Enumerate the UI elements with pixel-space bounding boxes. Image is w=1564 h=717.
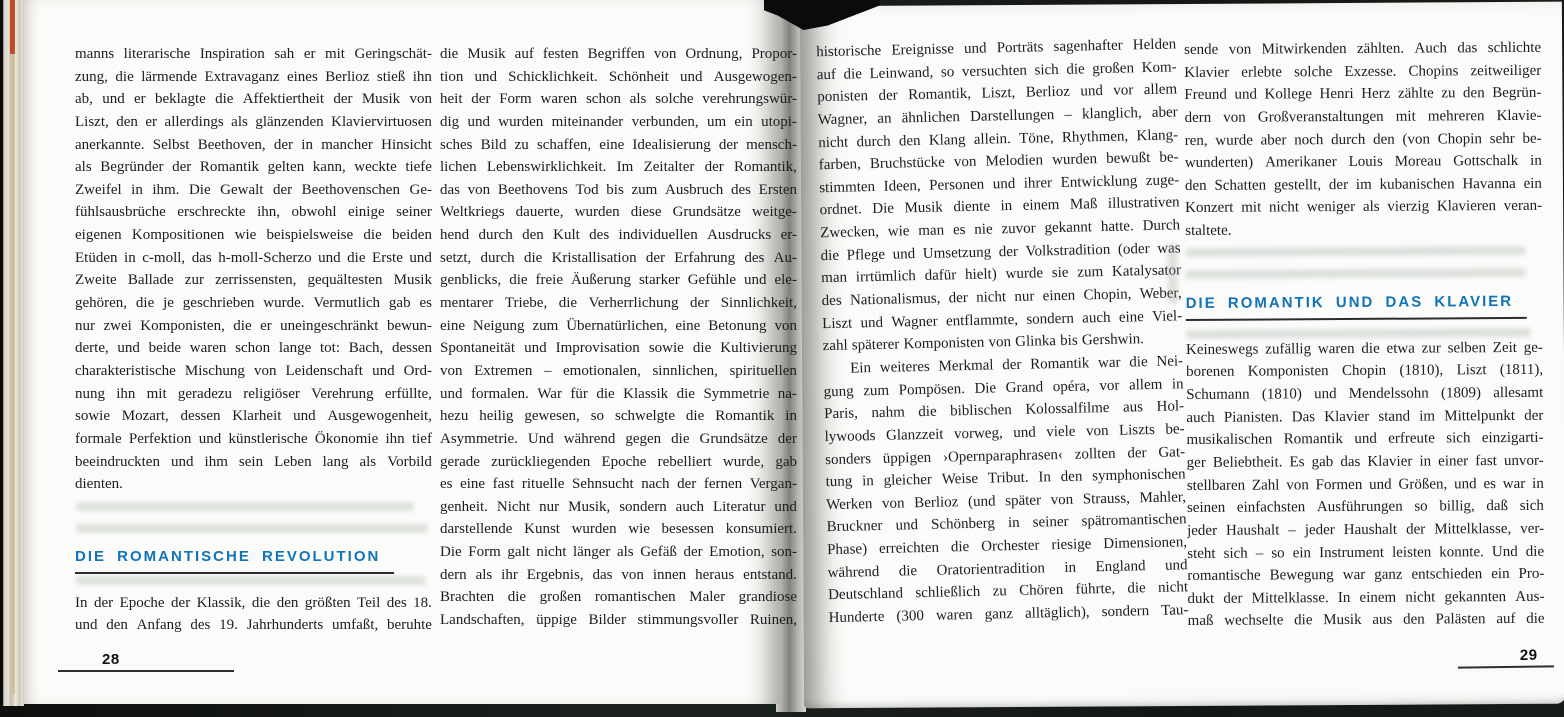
text-line: nung ihn mit geradezu religiöser Verehrung erfüllte, — [75, 385, 432, 402]
text-line: als Begründer der Romantik gelten kann, weckte tiefe — [75, 159, 432, 176]
text-line: Schumann (1810) und Mendelssohn (1809) allesamt — [1186, 384, 1544, 404]
text-line: lichen Lebenswirklichkeit. Im Zeitalter der Romantik, — [440, 159, 797, 176]
text-line: Zwecken, wie man es nie zuvor gekannt hatte. Durch — [820, 217, 1181, 242]
text-line: dern von Großveranstaltungen mit mehreren Klavie- — [1184, 107, 1542, 126]
text-line: ordnet. Die Musik diente in einem Maß illustrativen — [819, 194, 1180, 219]
text-column-3 — [816, 36, 1189, 632]
text-line: eine Neigung zum Übernatürlichen, eine Betonung von — [440, 317, 797, 334]
text-line: hezu heilig gewesen, so schwelgte die Romantik in — [440, 408, 797, 425]
text-line: sende von Mitwirkenden zählten. Auch das schlichte — [1184, 39, 1542, 58]
text-line: fühlsausbrüche erschreckte ihn, obwohl einige seiner — [75, 204, 432, 221]
section-heading: DIE ROMANTISCHE REVOLUTION — [75, 547, 394, 574]
text-line: gehören, die je geschrieben wurde. Vermutlich gab es — [75, 295, 432, 312]
fore-edge-tan-stripe — [10, 54, 15, 694]
text-line: steht sich – so ein Instrument leisten konnte. Und die — [1187, 543, 1545, 562]
text-line: dukt der Mittelklasse. In einem nicht gekannten Aus- — [1187, 588, 1545, 607]
text-line: darstellende Kunst wurden wie besessen konsumiert. — [440, 521, 797, 538]
text-line: jeder Haushalt – jeder Haushalt der Mittelklasse, ver- — [1187, 520, 1545, 539]
text-line: ger Beliebtheit. Es gab das Klavier in einer fast unvor- — [1186, 452, 1544, 471]
text-line: Liszt und Wagner entflammte, sondern auch eine Viel- — [822, 308, 1183, 332]
text-line: Paris, nahm die biblischen Kolossalfilme aus Hol- — [823, 398, 1185, 423]
text-line: dienten. — [75, 476, 123, 493]
text-line: Weltkriegs dauerte, wurden diese Grundsätze weitge- — [440, 204, 797, 221]
text-line: und formalen. War für die Klassik die Symmetrie na- — [440, 385, 797, 402]
section-heading: DIE ROMANTIK UND DAS KLAVIER — [1186, 292, 1528, 321]
text-line: Hunderte (300 waren ganz alltäglich), sondern Tau- — [828, 602, 1189, 627]
page-number-rule — [1458, 665, 1554, 668]
text-line: Liszt, den er allerdings als glänzenden Klaviervirtuosen — [75, 113, 432, 130]
text-line: dern als ihr Ergebnis, das von innen heraus entstand. — [440, 566, 797, 583]
text-line: mentarer Triebe, die Verherrlichung der Sinnlichkeit, — [440, 295, 797, 312]
text-line: sonders üppigen ›Opernparaphrasen‹ zollten der Gat- — [824, 443, 1186, 468]
text-line: borenen Komponisten Chopin (1810), Liszt (1811), — [1186, 362, 1544, 381]
text-line: genblicks, die freie Äußerung starker Gefühle und ele- — [440, 272, 797, 289]
text-line: es eine fast rituelle Sehnsucht nach der fernen Vergan- — [440, 476, 797, 493]
paragraph — [816, 36, 1183, 361]
text-line: tion und Schicklichkeit. Schönheit und Ausgewogen- — [440, 68, 797, 85]
paragraph — [1186, 340, 1545, 637]
text-line: formale Perfektion und künstlerische Ökonomie ihn tief — [75, 430, 432, 447]
text-line: Deutschland schließlich zu Chören führte, die nicht — [827, 579, 1189, 604]
text-line: anerkannte. Selbst Beethoven, der in mancher Hinsicht — [75, 136, 432, 153]
text-line: Konzert mit nicht weniger als vierzig Klavieren veran- — [1185, 198, 1543, 217]
text-line: In der Epoche der Klassik, die den größten Teil des 18. — [75, 594, 432, 611]
text-line: die Musik auf festen Begriffen von Ordnung, Propor- — [440, 46, 797, 62]
text-line: stellbaren Zahl von Formen und Größen, und es war in — [1186, 475, 1544, 494]
text-line: charakteristische Mischung von Leidenschaft und Ord- — [75, 362, 432, 379]
text-line: historische Ereignisse und Porträts sagenhafter Helden — [816, 36, 1177, 61]
text-line: romantische Bewegung war ganz entschieden ein Pro- — [1187, 565, 1545, 585]
text-line: des Nationalismus, der nicht nur einen Chopin, Weber, — [821, 285, 1182, 310]
text-line: zung, die lärmende Extravaganz eines Berlioz stieß ihn — [75, 68, 432, 85]
text-line: eigenen Kompositionen wie beispielsweise die beiden — [75, 227, 432, 244]
text-line: die Pflege und Umsetzung der Volkstradition (oder was — [820, 240, 1181, 264]
text-line: zahl späterer Komponisten von Glinka bis Gershwin. — [822, 331, 1145, 355]
text-line: heit der Form waren schon als solche verehrungswür- — [440, 91, 797, 108]
paragraph — [823, 353, 1189, 632]
show-through-smudge — [76, 502, 414, 511]
paragraph — [1184, 40, 1542, 246]
text-line: dig und wurden miteinander verbunden, um ein utopi- — [440, 113, 797, 130]
text-line: Zweifel in ihm. Die Gewalt der Beethovenschen Ge- — [75, 181, 432, 198]
text-line: seinen einfachsten Ausführungen so billig, daß sich — [1186, 498, 1544, 517]
text-line: gerade zurückliegenden Epoche rebelliert wurde, gab — [440, 453, 797, 470]
text-line: lywoods Glanzzeit vorweg, und viele von Liszts be- — [824, 421, 1185, 446]
text-line: wunderten) Amerikaner Louis Moreau Gottschalk in — [1184, 153, 1542, 172]
text-line: man irrtümlich dafür hielt) wurde sie zum Katalysator — [821, 262, 1182, 287]
text-line: Asymmetrie. Und während gegen die Grundsätze der — [440, 430, 797, 447]
page-number: 29 — [1519, 646, 1538, 664]
text-line: Phase) erreichten die Orchester riesige Dimensionen, — [826, 534, 1188, 559]
text-line: nur zwei Komponisten, die er uneingeschränkt bewun- — [75, 317, 432, 334]
text-line: Die Form galt nicht länger als Gefäß der Emotion, son- — [440, 544, 797, 561]
text-line: nicht durch den Klang allein. Töne, Rhythmen, Klang- — [818, 126, 1179, 151]
text-line: beeindruckten und ihm sein Leben lang als Vorbild — [75, 453, 432, 470]
text-line: Zweite Ballade zur zerrissensten, gequältesten Musik — [75, 272, 432, 289]
text-line: ren, wurde aber noch durch den (von Chopin sehr be- — [1184, 130, 1542, 149]
text-line: auf die Leinwand, so versuchten sich die großen Kom- — [816, 59, 1177, 83]
text-line: Etüden in c-moll, das h-moll-Scherzo und die Erste und — [75, 249, 432, 266]
text-line: Brachten die großen romantischen Maler grandiose — [440, 589, 797, 606]
paragraph — [75, 46, 432, 499]
text-line: auch Pianisten. Das Klavier stand im Mittelpunkt der — [1186, 407, 1544, 426]
right-page — [800, 2, 1564, 709]
text-line: Freund und Kollege Henri Herz zählte zu den Begrün- — [1184, 85, 1542, 104]
text-line: staltete. — [1185, 222, 1232, 240]
left-page — [24, 0, 797, 704]
text-line: Bruckner und Schönberg in seiner spätromantischen — [826, 511, 1187, 536]
text-line: ab, und er beklagte die Affektiertheit der Musik von — [75, 91, 432, 108]
text-line: von Extremen – emotionalen, sinnlichen, spirituellen — [440, 362, 797, 379]
text-line: Keineswegs zufällig waren die etwa zur selben Zeit ge- — [1185, 339, 1543, 358]
show-through-smudge — [1167, 244, 1177, 304]
text-line: tung in gleicher Weise Tribut. In den symphonischen — [825, 466, 1186, 491]
text-line: Werken von Berlioz (und später von Strauss, Mahler, — [825, 489, 1187, 513]
paragraph — [75, 595, 432, 640]
text-line: Klavier erlebte solche Exzesse. Chopins zeitweiliger — [1184, 62, 1542, 81]
text-line: stimmten Ideen, Personen und ihrer Entwicklung zuge- — [819, 172, 1180, 197]
text-line: den Schatten gestellt, der im kubanischen Havanna ein — [1184, 175, 1542, 194]
text-line: musikalischen Romantik und erfreute sich einzigarti- — [1186, 430, 1544, 449]
page-number-rule — [58, 670, 234, 672]
text-line: setzt, durch die Kristallisation der Erfahrung des Au- — [440, 249, 797, 266]
text-line: das von Beethovens Tod bis zum Ausbruch des Ersten — [440, 181, 797, 198]
text-line: Spontaneität und Improvisation sowie die Kultivierung — [440, 340, 797, 357]
text-line: ponisten der Romantik, Liszt, Berlioz und vor allem — [817, 81, 1178, 106]
text-column-1 — [75, 46, 432, 640]
text-line: Wagner, an ähnlichen Darstellungen – klanglich, aber — [817, 104, 1178, 129]
text-line: und den Anfang des 19. Jahrhunderts umfaßt, beruhte — [75, 617, 432, 634]
text-line: maß wechselte die Musik aus den Palästen auf die — [1187, 611, 1545, 630]
text-line: hend durch den Kult des individuellen Ausdrucks er- — [440, 227, 797, 244]
text-line: genheit. Nicht nur Musik, sondern auch Literatur und — [440, 498, 797, 515]
text-line: Ein weiteres Merkmal der Romantik war die Nei- — [850, 353, 1184, 377]
text-line: während die Oratorientradition in England und — [827, 556, 1188, 581]
text-line: sowie Mozart, dessen Klarheit und Ausgewogenheit, — [75, 408, 432, 425]
fore-edge-orange-stripe — [10, 0, 15, 54]
text-line: farben, Bruchstücke von Melodien wurden bewußt be- — [818, 149, 1179, 174]
text-column-2 — [440, 46, 797, 635]
show-through-smudge — [76, 524, 428, 533]
text-line: sches Bild zu schaffen, eine Idealisierung der mensch- — [440, 136, 797, 153]
text-line: Landschaften, üppige Bilder stimmungsvoller Ruinen, — [440, 612, 797, 629]
paragraph — [440, 46, 797, 635]
text-line: gung zum Pompösen. Die Grand opéra, vor allem in — [823, 375, 1184, 400]
text-line: manns literarische Inspiration sah er mit Geringschät- — [75, 46, 432, 62]
page-number: 28 — [102, 651, 120, 668]
text-line: derte, und beide waren schon lange tot: Bach, dessen — [75, 340, 432, 357]
show-through-smudge — [76, 576, 426, 585]
